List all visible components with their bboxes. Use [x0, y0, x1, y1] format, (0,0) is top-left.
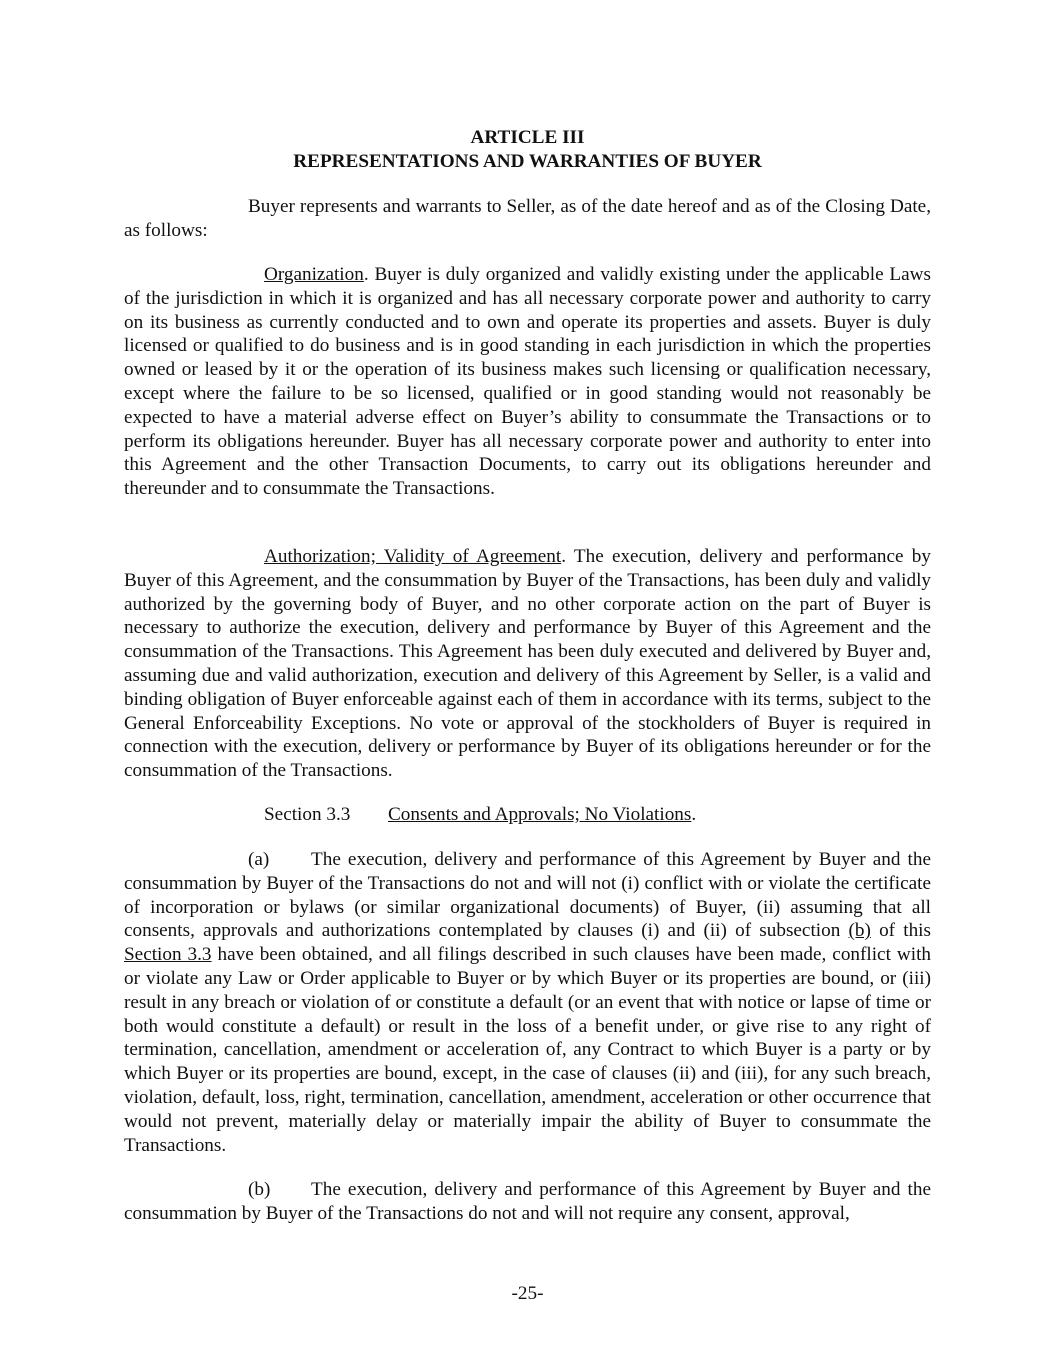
- organization-paragraph: [124, 263, 931, 501]
- article-title: REPRESENTATIONS AND WARRANTIES OF BUYER: [293, 151, 762, 172]
- authorization-paragraph: [124, 545, 931, 783]
- section-number: Section 3.3: [264, 804, 351, 825]
- article-number: ARTICLE III: [470, 127, 585, 148]
- organization-text: . Buyer is duly organized and validly existing under the applicable Laws of the jurisdiction in which it is organized and has all necessary corporate power and authority to carry on its business as currently conducted and to own and operate its properties and assets. Buyer is duly licensed or qualified to do business and is in good standing in each jurisdiction in which the properties owned or leased by it or the operation of its business makes such licensing or qualification necessary, except where the failure to be so licensed, qualified or in good standing would not reasonably be expected to have a material adverse effect on Buyer’s ability to consummate the Transactions or to perform its obligations hereunder. Buyer has all necessary corporate power and authority to enter into this Agreement and the other Transaction Documents, to carry out its obligations hereunder and thereunder and to consummate the Transactions.: [124, 264, 931, 500]
- clause-a-of-this: of this: [870, 920, 931, 942]
- subsection-b-reference: (b): [848, 920, 871, 942]
- intro-text: Buyer represents and warrants to Seller, as of the date hereof and as of the Closing Date, as follows:: [124, 196, 931, 241]
- clause-a-text-part2: have been obtained, and all filings described in such clauses have been made, conflict with or violate any Law or Order applicable to Buyer or by which Buyer or its properties are bound, or (iii) result in any breach or violation of or constitute a default (or an event that with notice or lapse of time or both would constitute a default) or result in the loss of a benefit under, or give rise to any right of termination, cancellation, amendment or acceleration of, any Contract to which Buyer is a party or by which Buyer or its properties are bound, except, in the case of clauses (ii) and (iii), for any such breach, violation, default, loss, right, termination, cancellation, amendment, acceleration or other occurrence that would not prevent, materially delay or materially impair the ability of Buyer to consummate the Transactions.: [124, 944, 932, 1156]
- clause-a-label: (a): [248, 849, 270, 870]
- intro-paragraph: [124, 195, 931, 243]
- clause-a-paragraph: [124, 848, 931, 1157]
- clause-b-label: (b): [248, 1179, 271, 1200]
- authorization-text: . The execution, delivery and performance by Buyer of this Agreement, and the consummation by Buyer of the Transactions, has been duly and validly authorized by the governing body of Buyer, and no other corporate action on the part of Buyer is necessary to authorize the execution, delivery and performance by Buyer of this Agreement and the consummation of the Transactions. This Agreement has been duly executed and delivered by Buyer and, assuming due and valid authorization, execution and delivery of this Agreement by Seller, is a valid and binding obligation of Buyer enforceable against each of them in accordance with its terms, subject to the General Enforceability Exceptions. No vote or approval of the stockholders of Buyer is required in connection with the execution, delivery or performance by Buyer of its obligations hereunder or for the consummation of the Transactions.: [124, 546, 931, 782]
- section-title-period: .: [691, 804, 697, 825]
- authorization-caption: Authorization; Validity of Agreement: [264, 546, 562, 567]
- section-3-3-reference: Section 3.3: [124, 944, 212, 966]
- page-number: -25-: [511, 1283, 544, 1304]
- section-3-3-heading: [264, 803, 696, 827]
- organization-caption: Organization: [264, 264, 364, 285]
- clause-a-text-part1: The execution, delivery and performance of this Agreement by Buyer and the consummation by Buyer of the Transactions do not and will not (i) conflict with or violate the certificate of incorporation or bylaws (or similar organizational documents) of Buyer, (ii) assuming that all consents, approvals and authorizations contemplated by clauses (i) and (ii) of subsection: [124, 849, 931, 942]
- clause-b-text: The execution, delivery and performance of this Agreement by Buyer and the consummation by Buyer of the Transactions do not and will not require any consent, approval,: [124, 1179, 931, 1224]
- section-title: Consents and Approvals; No Violations: [388, 804, 692, 825]
- clause-b-paragraph: [124, 1178, 931, 1226]
